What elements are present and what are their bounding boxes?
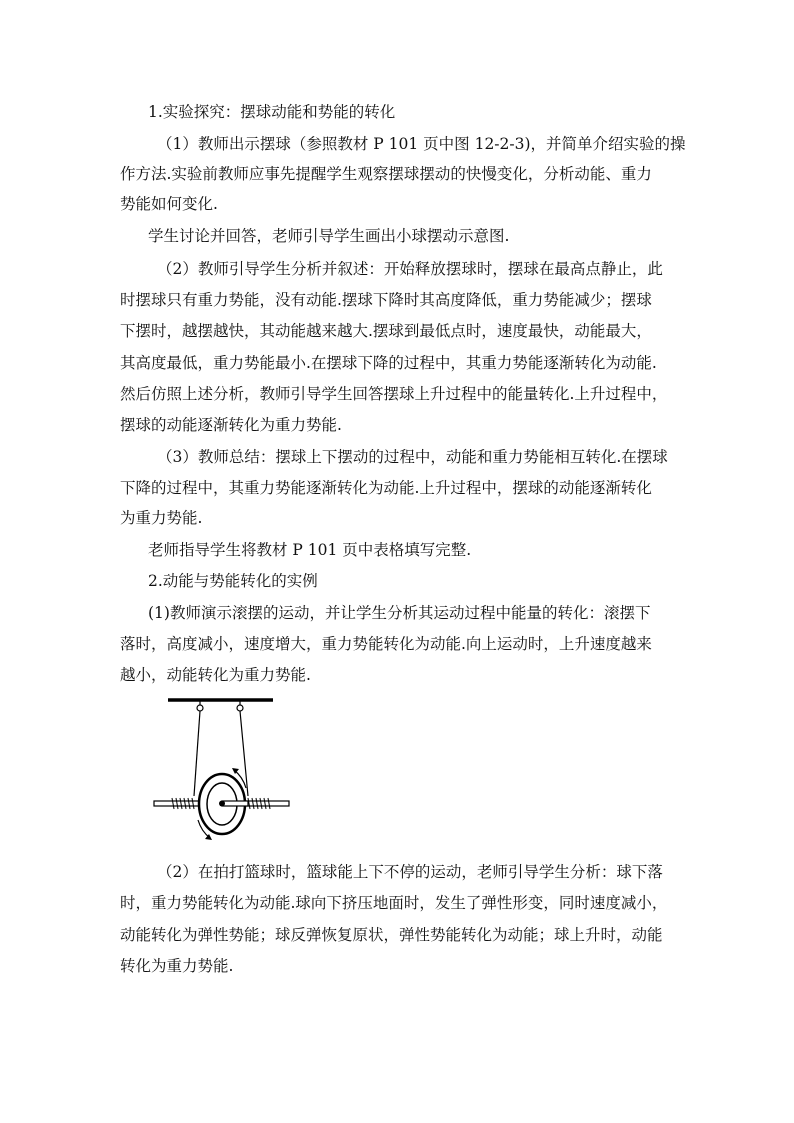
text-line: 时摆球只有重力势能，没有动能.摆球下降时其高度降低，重力势能减少；摆球 xyxy=(120,291,652,309)
hook-right xyxy=(237,705,243,711)
text-line: (1)教师演示滚摆的运动，并让学生分析其运动过程中能量的转化：滚摆下 xyxy=(148,604,651,622)
wheel-hub xyxy=(219,801,225,807)
hook-left xyxy=(197,705,203,711)
text-line: 动能转化为弹性势能；球反弹恢复原状，弹性势能转化为动能；球上升时，动能 xyxy=(120,926,663,944)
section-heading-2: 2.动能与势能转化的实例 xyxy=(148,572,318,590)
text-line: 落时，高度减小，速度增大，重力势能转化为动能.向上运动时，上升速度越来 xyxy=(120,635,652,653)
text-line: 摆球的动能逐渐转化为重力势能. xyxy=(120,416,342,434)
text-line: 其高度最低，重力势能最小.在摆球下降的过程中，其重力势能逐渐转化为动能. xyxy=(120,354,657,372)
text-line: 转化为重力势能. xyxy=(120,957,234,975)
text-line: 然后仿照上述分析，教师引导学生回答摆球上升过程中的能量转化.上升过程中， xyxy=(120,385,668,403)
text-line: 为重力势能. xyxy=(120,509,203,527)
text-line: （2）教师引导学生分析并叙述：开始释放摆球时，摆球在最高点静止，此 xyxy=(157,260,663,278)
text-line: 势能如何变化. xyxy=(120,195,218,213)
maxwell-wheel-diagram xyxy=(148,692,298,852)
text-line: 老师指导学生将教材 P 101 页中表格填写完整. xyxy=(148,541,472,559)
text-line: 时，重力势能转化为动能.球向下挤压地面时，发生了弹性形变，同时速度减小， xyxy=(120,894,668,912)
text-line: （1）教师出示摆球（参照教材 P 101 页中图 12-2-3)，并简单介绍实验的操 xyxy=(157,135,686,153)
text-line: 下降的过程中，其重力势能逐渐转化为动能.上升过程中，摆球的动能逐渐转化 xyxy=(120,479,652,497)
text-line: 学生讨论并回答，老师引导学生画出小球摆动示意图. xyxy=(148,227,510,245)
text-line: 下摆时，越摆越快，其动能越来越大.摆球到最低点时，速度最快，动能最大， xyxy=(120,322,652,340)
section-heading-1: 1.实验探究：摆球动能和势能的转化 xyxy=(148,103,396,121)
text-line: （3）教师总结：摆球上下摆动的过程中，动能和重力势能相互转化.在摆球 xyxy=(157,448,668,466)
string-left xyxy=(194,711,200,796)
text-line: 越小，动能转化为重力势能. xyxy=(120,666,311,684)
text-line: （2）在拍打篮球时，篮球能上下不停的运动，老师引导学生分析：球下落 xyxy=(157,863,663,881)
text-line: 作方法.实验前教师应事先提醒学生观察摆球摆动的快慢变化，分析动能、重力 xyxy=(120,165,652,183)
